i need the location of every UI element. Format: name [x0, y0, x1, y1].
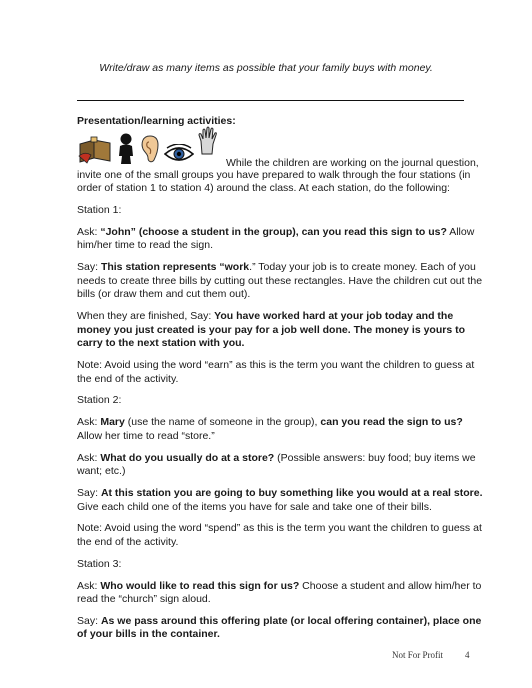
journal-prompt: Write/draw as many items as possible that your family buys with money. — [99, 62, 433, 74]
station2-note: Note: Avoid using the word “spend” as this is the term you want the children to guess at the end of the activity. — [77, 522, 482, 548]
station1-note: Note: Avoid using the word “earn” as this is the term you want the children to guess at the end of the activity. — [77, 359, 475, 385]
station1-say: Say: This station represents “work.” Today your job is to create money. Each of you needs to create three bills by cutting out these rectangles. Have the children cut out the bills (or draw them and cut them out). — [77, 261, 483, 301]
hand-icon — [197, 126, 219, 161]
eye-icon — [164, 144, 194, 169]
sense-icons-row — [77, 133, 489, 169]
child-silhouette-icon — [116, 132, 136, 169]
station3-title: Station 3: — [77, 557, 122, 570]
footer-text: Not For Profit — [392, 650, 444, 660]
station2-say: Say: At this station you are going to buy something like you would at a real store. Give each child one of the items you have for sale and take one of their bills. — [77, 486, 483, 513]
page-footer — [392, 650, 470, 660]
ear-icon — [139, 134, 161, 169]
intro-text: invite one of the small groups you have prepared to walk through the four stations (in order of station 1 to station 4) around the class. At each station, do the following: — [77, 168, 471, 195]
lesson-body — [77, 115, 489, 650]
station2-ask: Ask: Mary (use the name of someone in the group), can you read the sign to us? Allow her time to read “store.” — [77, 416, 463, 442]
bible-hands-icon — [77, 134, 113, 169]
station2-title: Station 2: — [77, 394, 122, 407]
page-number: 4 — [465, 650, 470, 660]
station1-ask: Ask: “John” (choose a student in the group), can you read this sign to us? Allow him/her time to read the sign. — [77, 225, 475, 252]
intro-lead-text: While the children are working on the journal question, — [226, 157, 479, 169]
answer-line — [77, 100, 464, 101]
station2-ask-store: Ask: What do you usually do at a store? (Possible answers: buy food; buy items we want; etc.) — [77, 451, 476, 478]
station1-finish: When they are finished, Say: You have worked hard at your job today and the money you just created is your pay for a job well done. The money is yours to carry to the next station with you. — [77, 310, 466, 350]
station1-title: Station 1: — [77, 203, 122, 216]
station3-ask: Ask: Who would like to read this sign for us? Choose a student and allow him/her to read the “church” sign aloud. — [77, 579, 482, 606]
section-heading: Presentation/learning activities: — [77, 115, 236, 127]
station3-say: Say: As we pass around this offering plate (or local offering container), place one of your bills in the container. — [77, 614, 482, 641]
